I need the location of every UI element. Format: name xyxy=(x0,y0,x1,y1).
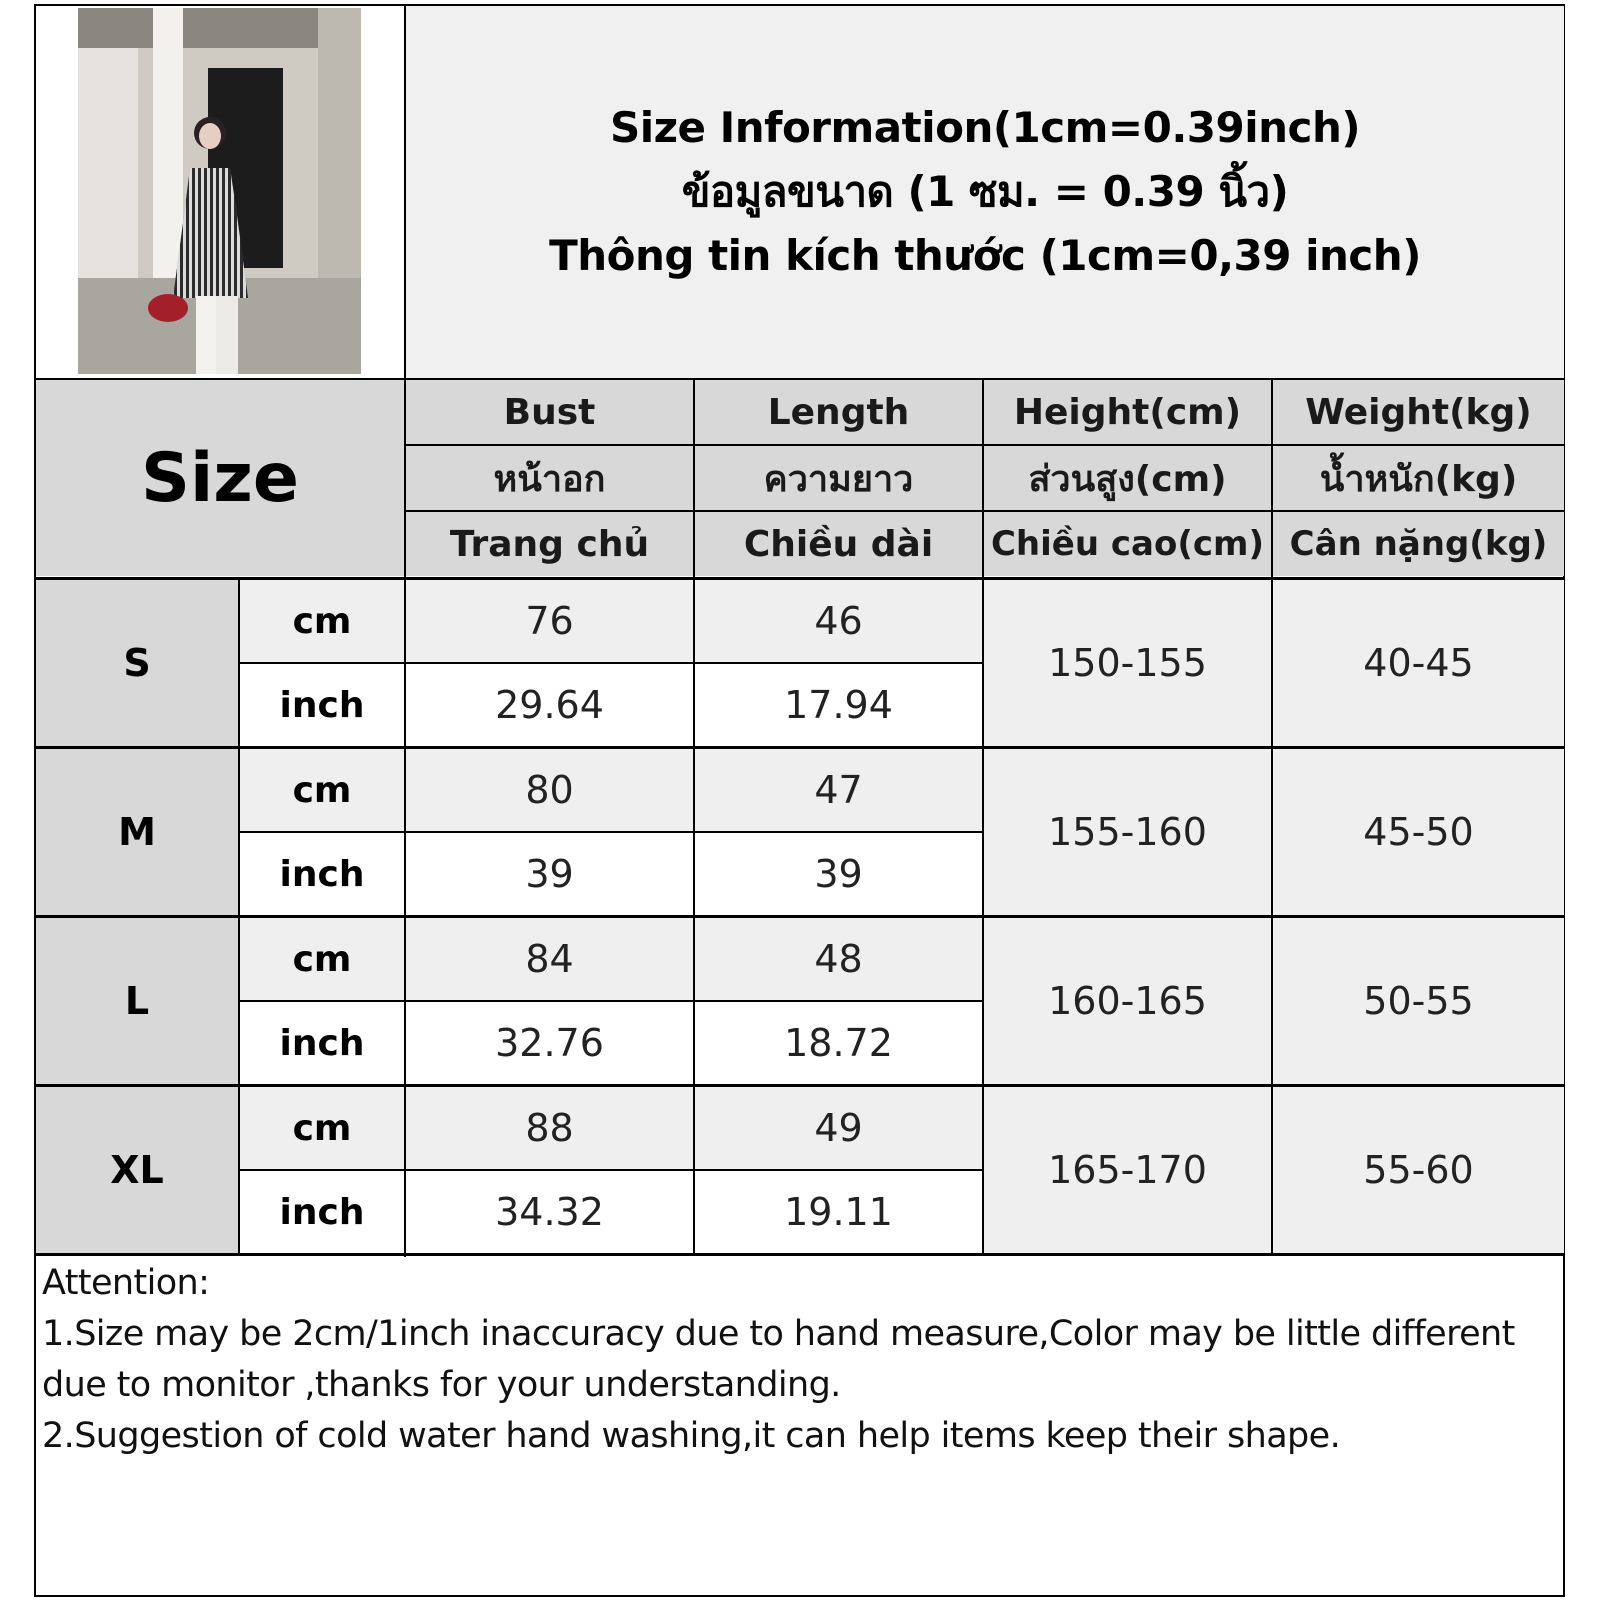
grid-line xyxy=(238,831,984,833)
grid-line xyxy=(693,378,695,1255)
title-panel xyxy=(406,6,1564,378)
unit-inch: inch xyxy=(240,664,404,746)
unit-cm: cm xyxy=(240,580,404,662)
bust-cm: 80 xyxy=(406,749,693,831)
note-line: due to monitor ,thanks for your understanding. xyxy=(42,1365,841,1405)
length-inch: 39 xyxy=(695,833,982,915)
weight-range: 50-55 xyxy=(1273,918,1564,1084)
size-label: M xyxy=(36,749,238,915)
col-height-en: Height(cm) xyxy=(984,380,1271,444)
bust-cm: 84 xyxy=(406,918,693,1000)
length-cm: 48 xyxy=(695,918,982,1000)
length-inch: 17.94 xyxy=(695,664,982,746)
weight-range: 55-60 xyxy=(1273,1087,1564,1253)
col-weight-en: Weight(kg) xyxy=(1273,380,1564,444)
model-photo-icon xyxy=(78,8,361,374)
title-english: Size Information(1cm=0.39inch) xyxy=(609,103,1361,152)
unit-inch: inch xyxy=(240,1002,404,1084)
col-weight-th: น้ำหนัก(kg) xyxy=(1273,446,1564,510)
length-cm: 47 xyxy=(695,749,982,831)
grid-line xyxy=(238,662,984,664)
grid-line xyxy=(34,378,1565,380)
attention-heading: Attention: xyxy=(42,1263,210,1303)
weight-range: 45-50 xyxy=(1273,749,1564,915)
col-weight-vi: Cân nặng(kg) xyxy=(1273,512,1564,576)
attention-notes xyxy=(42,1258,1552,1462)
grid-line xyxy=(982,378,984,1255)
title-vietnamese: Thông tin kích thước (1cm=0,39 inch) xyxy=(549,231,1421,280)
col-bust-en: Bust xyxy=(406,380,693,444)
height-range: 155-160 xyxy=(984,749,1271,915)
grid-line xyxy=(1271,378,1273,1255)
unit-cm: cm xyxy=(240,918,404,1000)
col-height-th: ส่วนสูง(cm) xyxy=(984,446,1271,510)
height-range: 150-155 xyxy=(984,580,1271,746)
grid-line xyxy=(34,1253,1565,1256)
unit-inch: inch xyxy=(240,833,404,915)
bust-inch: 32.76 xyxy=(406,1002,693,1084)
size-label: L xyxy=(36,918,238,1084)
col-bust-th: หน้าอก xyxy=(406,446,693,510)
size-label: XL xyxy=(36,1087,238,1253)
unit-cm: cm xyxy=(240,1087,404,1169)
grid-line xyxy=(34,915,1565,918)
size-header: Size xyxy=(36,380,404,576)
model-photo xyxy=(78,8,361,374)
grid-line xyxy=(34,1084,1565,1087)
bust-inch: 29.64 xyxy=(406,664,693,746)
size-label: S xyxy=(36,580,238,746)
title-thai: ข้อมูลขนาด (1 ซม. = 0.39 นิ้ว) xyxy=(681,167,1289,216)
col-length-th: ความยาว xyxy=(695,446,982,510)
col-height-vi: Chiều cao(cm) xyxy=(984,512,1271,576)
bust-cm: 76 xyxy=(406,580,693,662)
bust-inch: 34.32 xyxy=(406,1171,693,1253)
col-length-en: Length xyxy=(695,380,982,444)
length-cm: 49 xyxy=(695,1087,982,1169)
length-inch: 19.11 xyxy=(695,1171,982,1253)
grid-line xyxy=(238,1169,984,1171)
col-length-vi: Chiều dài xyxy=(695,512,982,576)
unit-cm: cm xyxy=(240,749,404,831)
length-cm: 46 xyxy=(695,580,982,662)
bust-inch: 39 xyxy=(406,833,693,915)
unit-inch: inch xyxy=(240,1171,404,1253)
height-range: 165-170 xyxy=(984,1087,1271,1253)
note-line: 2.Suggestion of cold water hand washing,it can help items keep their shape. xyxy=(42,1416,1341,1456)
grid-line xyxy=(404,510,1565,512)
col-bust-vi: Trang chủ xyxy=(406,512,693,576)
weight-range: 40-45 xyxy=(1273,580,1564,746)
bust-cm: 88 xyxy=(406,1087,693,1169)
grid-line xyxy=(404,4,406,1257)
grid-line xyxy=(238,1000,984,1002)
grid-line xyxy=(404,444,1565,446)
grid-line xyxy=(34,577,1565,580)
note-line: 1.Size may be 2cm/1inch inaccuracy due to hand measure,Color may be little different xyxy=(42,1314,1515,1354)
grid-line xyxy=(34,746,1565,749)
height-range: 160-165 xyxy=(984,918,1271,1084)
length-inch: 18.72 xyxy=(695,1002,982,1084)
